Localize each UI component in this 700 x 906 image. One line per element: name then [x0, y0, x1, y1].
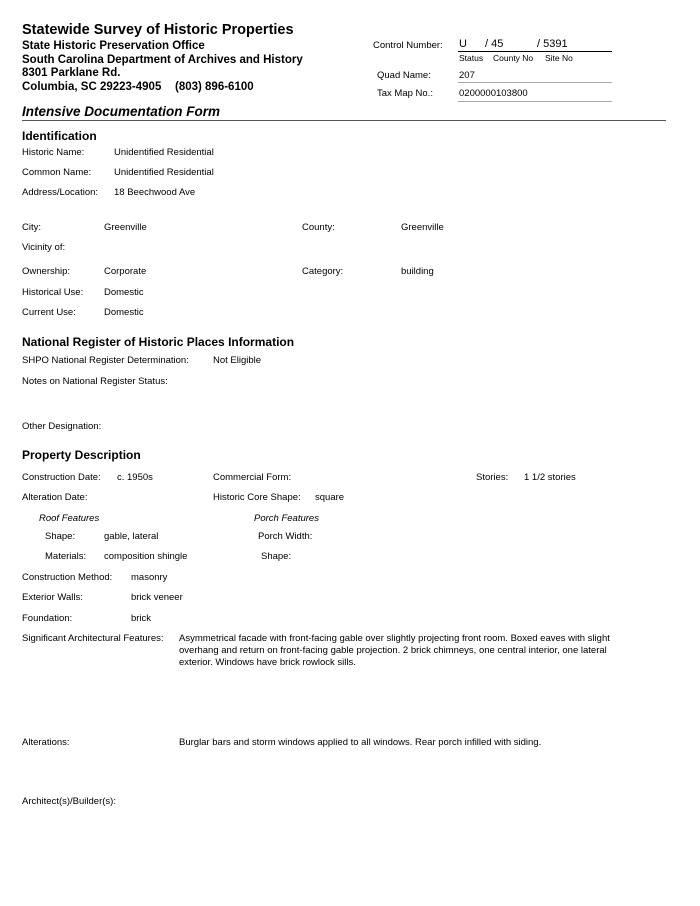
- control-status: U: [459, 38, 467, 50]
- materials-value: composition shingle: [104, 551, 188, 562]
- commercial-form-label: Commercial Form:: [213, 472, 292, 483]
- office-name: State Historic Preservation Office: [22, 40, 205, 52]
- office-city: Columbia, SC 29223-4905: [22, 81, 162, 93]
- county-no-caption: County No: [493, 53, 534, 63]
- identification-heading: Identification: [22, 129, 97, 143]
- survey-title: Statewide Survey of Historic Properties: [22, 22, 294, 38]
- common-name-label: Common Name:: [22, 167, 92, 178]
- roof-shape-label: Shape:: [45, 531, 76, 542]
- construction-method-label: Construction Method:: [22, 572, 113, 583]
- current-use-value: Domestic: [104, 307, 144, 318]
- city-value: Greenville: [104, 222, 147, 233]
- historic-name-label: Historic Name:: [22, 147, 85, 158]
- category-label: Category:: [302, 266, 344, 277]
- nr-determination-label: SHPO National Register Determination:: [22, 355, 189, 366]
- historical-use-value: Domestic: [104, 287, 144, 298]
- property-description-heading: Property Description: [22, 448, 141, 462]
- exterior-walls-label: Exterior Walls:: [22, 592, 83, 603]
- foundation-value: brick: [131, 613, 152, 624]
- status-caption: Status: [459, 53, 484, 63]
- core-shape-label: Historic Core Shape:: [213, 492, 301, 503]
- stories-value: 1 1/2 stories: [524, 472, 576, 483]
- construction-date-value: c. 1950s: [117, 472, 153, 483]
- alterations-value: Burglar bars and storm windows applied to all windows. Rear porch infilled with siding.: [179, 737, 542, 748]
- address-value: 18 Beechwood Ave: [114, 187, 196, 198]
- county-label: County:: [302, 222, 335, 233]
- vicinity-label: Vicinity of:: [22, 242, 66, 253]
- construction-method-value: masonry: [131, 572, 168, 583]
- construction-date-label: Construction Date:: [22, 472, 101, 483]
- county-value: Greenville: [401, 222, 444, 233]
- control-site-no: / 5391: [537, 38, 568, 50]
- tax-map-value: 0200000103800: [459, 88, 528, 99]
- exterior-walls-value: brick veneer: [131, 592, 183, 603]
- architect-label: Architect(s)/Builder(s):: [22, 796, 116, 807]
- common-name-value: Unidentified Residential: [114, 167, 214, 178]
- historic-name-value: Unidentified Residential: [114, 147, 214, 158]
- porch-width-label: Porch Width:: [258, 531, 313, 542]
- roof-shape-value: gable, lateral: [104, 531, 159, 542]
- stories-label: Stories:: [476, 472, 509, 483]
- historical-use-label: Historical Use:: [22, 287, 84, 298]
- core-shape-value: square: [315, 492, 345, 503]
- national-register-heading: National Register of Historic Places Information: [22, 335, 295, 349]
- alterations-label: Alterations:: [22, 737, 70, 748]
- alteration-date-label: Alteration Date:: [22, 492, 88, 503]
- control-number-label: Control Number:: [373, 40, 443, 51]
- nr-determination-value: Not Eligible: [213, 355, 262, 366]
- features-label: Significant Architectural Features:: [22, 633, 164, 644]
- city-label: City:: [22, 222, 41, 233]
- features-value: Asymmetrical facade with front-facing gable over slightly projecting front room. Boxed eaves with slight overhang and return on front-facing gable projection. 2 brick chimneys, one central interior, one lateral exterior. Windows have brick rowlock sills.: [179, 633, 610, 668]
- address-label: Address/Location:: [22, 187, 99, 198]
- foundation-label: Foundation:: [22, 613, 73, 624]
- porch-shape-label: Shape:: [261, 551, 292, 562]
- ownership-label: Ownership:: [22, 266, 71, 277]
- porch-features-heading: Porch Features: [254, 513, 319, 524]
- ownership-value: Corporate: [104, 266, 147, 277]
- quad-name-label: Quad Name:: [377, 70, 431, 81]
- other-designation-label: Other Designation:: [22, 421, 102, 432]
- roof-features-heading: Roof Features: [39, 513, 100, 524]
- nr-notes-label: Notes on National Register Status:: [22, 376, 168, 387]
- office-address: 8301 Parklane Rd.: [22, 67, 121, 79]
- form-title: Intensive Documentation Form: [22, 104, 221, 119]
- materials-label: Materials:: [45, 551, 87, 562]
- current-use-label: Current Use:: [22, 307, 76, 318]
- tax-map-label: Tax Map No.:: [377, 88, 433, 99]
- office-phone: (803) 896-6100: [175, 81, 254, 93]
- department-name: South Carolina Department of Archives and History: [22, 54, 303, 66]
- site-no-caption: Site No: [545, 53, 573, 63]
- quad-name-value: 207: [459, 70, 475, 81]
- category-value: building: [401, 266, 434, 277]
- control-county-no: / 45: [485, 38, 504, 50]
